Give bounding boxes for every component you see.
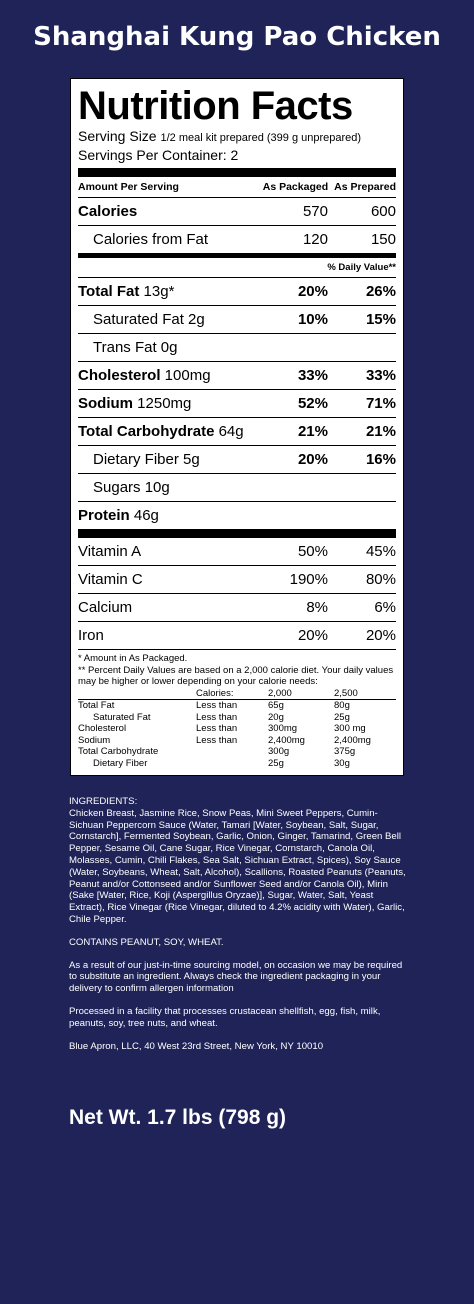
nutrient-row (78, 390, 396, 418)
table-cell: 80g (334, 700, 350, 711)
table-cell: 25g (268, 757, 284, 769)
table-cell: Sodium (78, 734, 111, 746)
vitamin-row (78, 566, 396, 594)
ingredients-heading: INGREDIENTS: (69, 796, 138, 807)
table-row (78, 712, 396, 724)
table-row (78, 700, 396, 712)
net-weight: Net Wt. 1.7 lbs (798 g) (69, 1106, 287, 1129)
table-cell: 2,400mg (334, 734, 371, 746)
nutrient-label: Trans Fat 0g (93, 339, 178, 356)
table-header-row (78, 688, 396, 700)
nutrient-row (78, 418, 396, 446)
as-prepared-header: As Prepared (334, 181, 396, 193)
table-cell (196, 746, 268, 758)
nutrient-label: Sugars 10g (93, 479, 170, 496)
nutrient-label: Saturated Fat 2g (93, 311, 205, 328)
table-cell: Total Carbohydrate (78, 746, 159, 757)
daily-value-label: % Daily Value** (327, 262, 396, 273)
table-cell: Dietary Fiber (93, 757, 148, 769)
nutrient-amount: 1250mg (133, 395, 192, 412)
vitamin-prepared: 80% (365, 571, 396, 588)
nutrient-prepared: 16% (365, 451, 396, 468)
table-cell: Calories: (196, 688, 268, 700)
nutrient-amount: 100mg (160, 367, 211, 384)
calories-prepared: 600 (370, 203, 396, 220)
calories-packaged: 570 (302, 203, 328, 220)
table-cell: Total Fat (78, 700, 115, 711)
nutrient-prepared: 26% (365, 283, 396, 300)
vitamin-packaged: 20% (297, 627, 328, 644)
table-cell: 300 mg (334, 723, 366, 734)
table-row (78, 746, 396, 758)
nutrient-label: Dietary Fiber 5g (93, 451, 200, 468)
vitamin-packaged: 190% (289, 571, 328, 588)
ingredients-section (69, 796, 409, 1063)
nutrient-packaged: 52% (297, 395, 328, 412)
calories-label: Calories (78, 203, 138, 220)
page-title: Shanghai Kung Pao Chicken (33, 22, 441, 52)
footnotes (78, 650, 396, 775)
table-cell: Less than (196, 734, 238, 746)
nutrient-row (78, 278, 396, 306)
daily-values-table (78, 688, 396, 770)
vitamin-row (78, 622, 396, 650)
vitamin-prepared: 20% (365, 627, 396, 644)
nutrient-prepared: 33% (365, 367, 396, 384)
nutrient-prepared: 15% (365, 311, 396, 328)
vitamin-row (78, 594, 396, 622)
nutrient-row (78, 334, 396, 362)
table-cell: 65g (268, 700, 284, 711)
nutrient-packaged: 10% (297, 311, 328, 328)
substitution-note: As a result of our just-in-time sourcing model, on occasion we may be required to substitute an ingredient. Always check the ingredient packaging in your delivery to confirm allergen information (69, 959, 403, 995)
table-cell: 2,000 (268, 688, 334, 700)
nutrient-name: Cholesterol (78, 367, 161, 384)
company-address: Blue Apron, LLC, 40 West 23rd Street, New York, NY 10010 (69, 1040, 324, 1052)
nutrient-row (78, 502, 396, 529)
nutrient-row (78, 474, 396, 502)
vitamin-label: Calcium (78, 599, 133, 616)
table-row (78, 735, 396, 747)
contains-allergens: CONTAINS PEANUT, SOY, WHEAT. (69, 936, 224, 948)
table-cell: 30g (334, 757, 350, 769)
calories-from-fat-label: Calories from Fat (93, 231, 209, 248)
vitamin-label: Vitamin A (78, 543, 142, 560)
vitamin-prepared: 6% (374, 599, 396, 616)
table-cell: 2,500 (334, 688, 396, 700)
table-cell: 20g (268, 711, 284, 723)
nutrient-prepared: 21% (365, 423, 396, 440)
servings-per-container: Servings Per Container: 2 (78, 147, 239, 163)
nutrition-facts-heading: Nutrition Facts (78, 84, 353, 128)
facility-note: Processed in a facility that processes crustacean shellfish, egg, fish, milk, peanuts, soy, tree nuts, and wheat. (69, 1005, 381, 1029)
table-cell (78, 688, 196, 700)
serving-size-value: 1/2 meal kit prepared (399 g unprepared) (160, 132, 362, 144)
serving-size-label: Serving Size (78, 128, 157, 144)
vitamin-prepared: 45% (365, 543, 396, 560)
calories-from-fat-packaged: 120 (302, 231, 328, 248)
table-cell: 300mg (268, 723, 298, 734)
table-cell: 300g (268, 746, 290, 757)
nutrient-packaged: 20% (297, 451, 328, 468)
thick-divider (78, 168, 396, 177)
vitamin-row (78, 538, 396, 566)
table-cell (196, 758, 268, 770)
nutrient-row (78, 306, 396, 334)
thick-divider (78, 529, 396, 538)
nutrient-amount: 13g* (139, 283, 175, 300)
table-cell: Saturated Fat (93, 711, 151, 723)
vitamin-label: Vitamin C (78, 571, 143, 588)
amount-per-serving-label: Amount Per Serving (78, 181, 179, 193)
table-cell: 25g (334, 711, 350, 723)
as-packaged-header: As Packaged (262, 181, 329, 193)
nutrient-name: Sodium (78, 395, 133, 412)
nutrient-packaged: 33% (297, 367, 328, 384)
nutrient-name: Total Fat (78, 283, 140, 300)
table-cell: 375g (334, 746, 356, 757)
footnote-daily-values: ** Percent Daily Values are based on a 2,000 calorie diet. Your daily values may be higher or lower depending on your calorie needs: (78, 664, 394, 687)
nutrient-amount: 46g (129, 507, 159, 524)
vitamin-packaged: 8% (306, 599, 328, 616)
vitamin-packaged: 50% (297, 543, 328, 560)
nutrient-name: Total Carbohydrate (78, 423, 215, 440)
nutrient-prepared: 71% (365, 395, 396, 412)
calories-from-fat-prepared: 150 (370, 231, 396, 248)
nutrient-packaged: 21% (297, 423, 328, 440)
table-cell: Cholesterol (78, 723, 127, 734)
nutrient-amount: 64g (214, 423, 244, 440)
calories-row (78, 198, 396, 226)
table-cell: Less than (196, 723, 238, 734)
nutrient-row (78, 362, 396, 390)
nutrient-row (78, 446, 396, 474)
table-cell: Less than (196, 711, 238, 723)
ingredients-text: Chicken Breast, Jasmine Rice, Snow Peas, Mini Sweet Peppers, Cumin-Sichuan Peppercorn Sauce (Water, Tamari [Water, Soybean, Salt, Sugar, Cornstarch], Fermented Soybean, Garlic, Onion, Ginger, Tamarind, Green Bell Pepper, Sesame Oil, Cane Sugar, Rice Vinegar, Cornstarch, Canola Oil, Molasses, Cumin, Chili Flakes, Sea Salt, Sichuan Extract, Spices), Soy Sauce (Water, Soybeans, Wheat, Salt, Alcohol), Scallions, Roasted Peanuts (Peanuts, Peanut and/or Cottonseed and/or Sunflower Seed and/or Canola Oil), Mirin (Sake [Water, Rice, Koji (Aspergillus Oryzae)], Sugar, Water, Salt, Yeast Extract), Rice Vinegar (Rice Vinegar, diluted to 4.2% acidity with Water), Garlic, Chile Pepper. (69, 807, 406, 925)
calories-from-fat-row (78, 226, 396, 253)
footnote-packaged: * Amount in As Packaged. (78, 653, 188, 664)
table-row (78, 723, 396, 735)
daily-value-header (78, 258, 396, 278)
nutrient-packaged: 20% (297, 283, 328, 300)
column-header-row (78, 177, 396, 198)
vitamin-label: Iron (78, 627, 104, 644)
nutrition-label (70, 78, 404, 776)
table-cell: 2,400mg (268, 734, 305, 746)
table-cell: Less than (196, 700, 238, 711)
table-row (78, 758, 396, 770)
serving-size (78, 128, 396, 147)
nutrient-name: Protein (78, 507, 130, 524)
